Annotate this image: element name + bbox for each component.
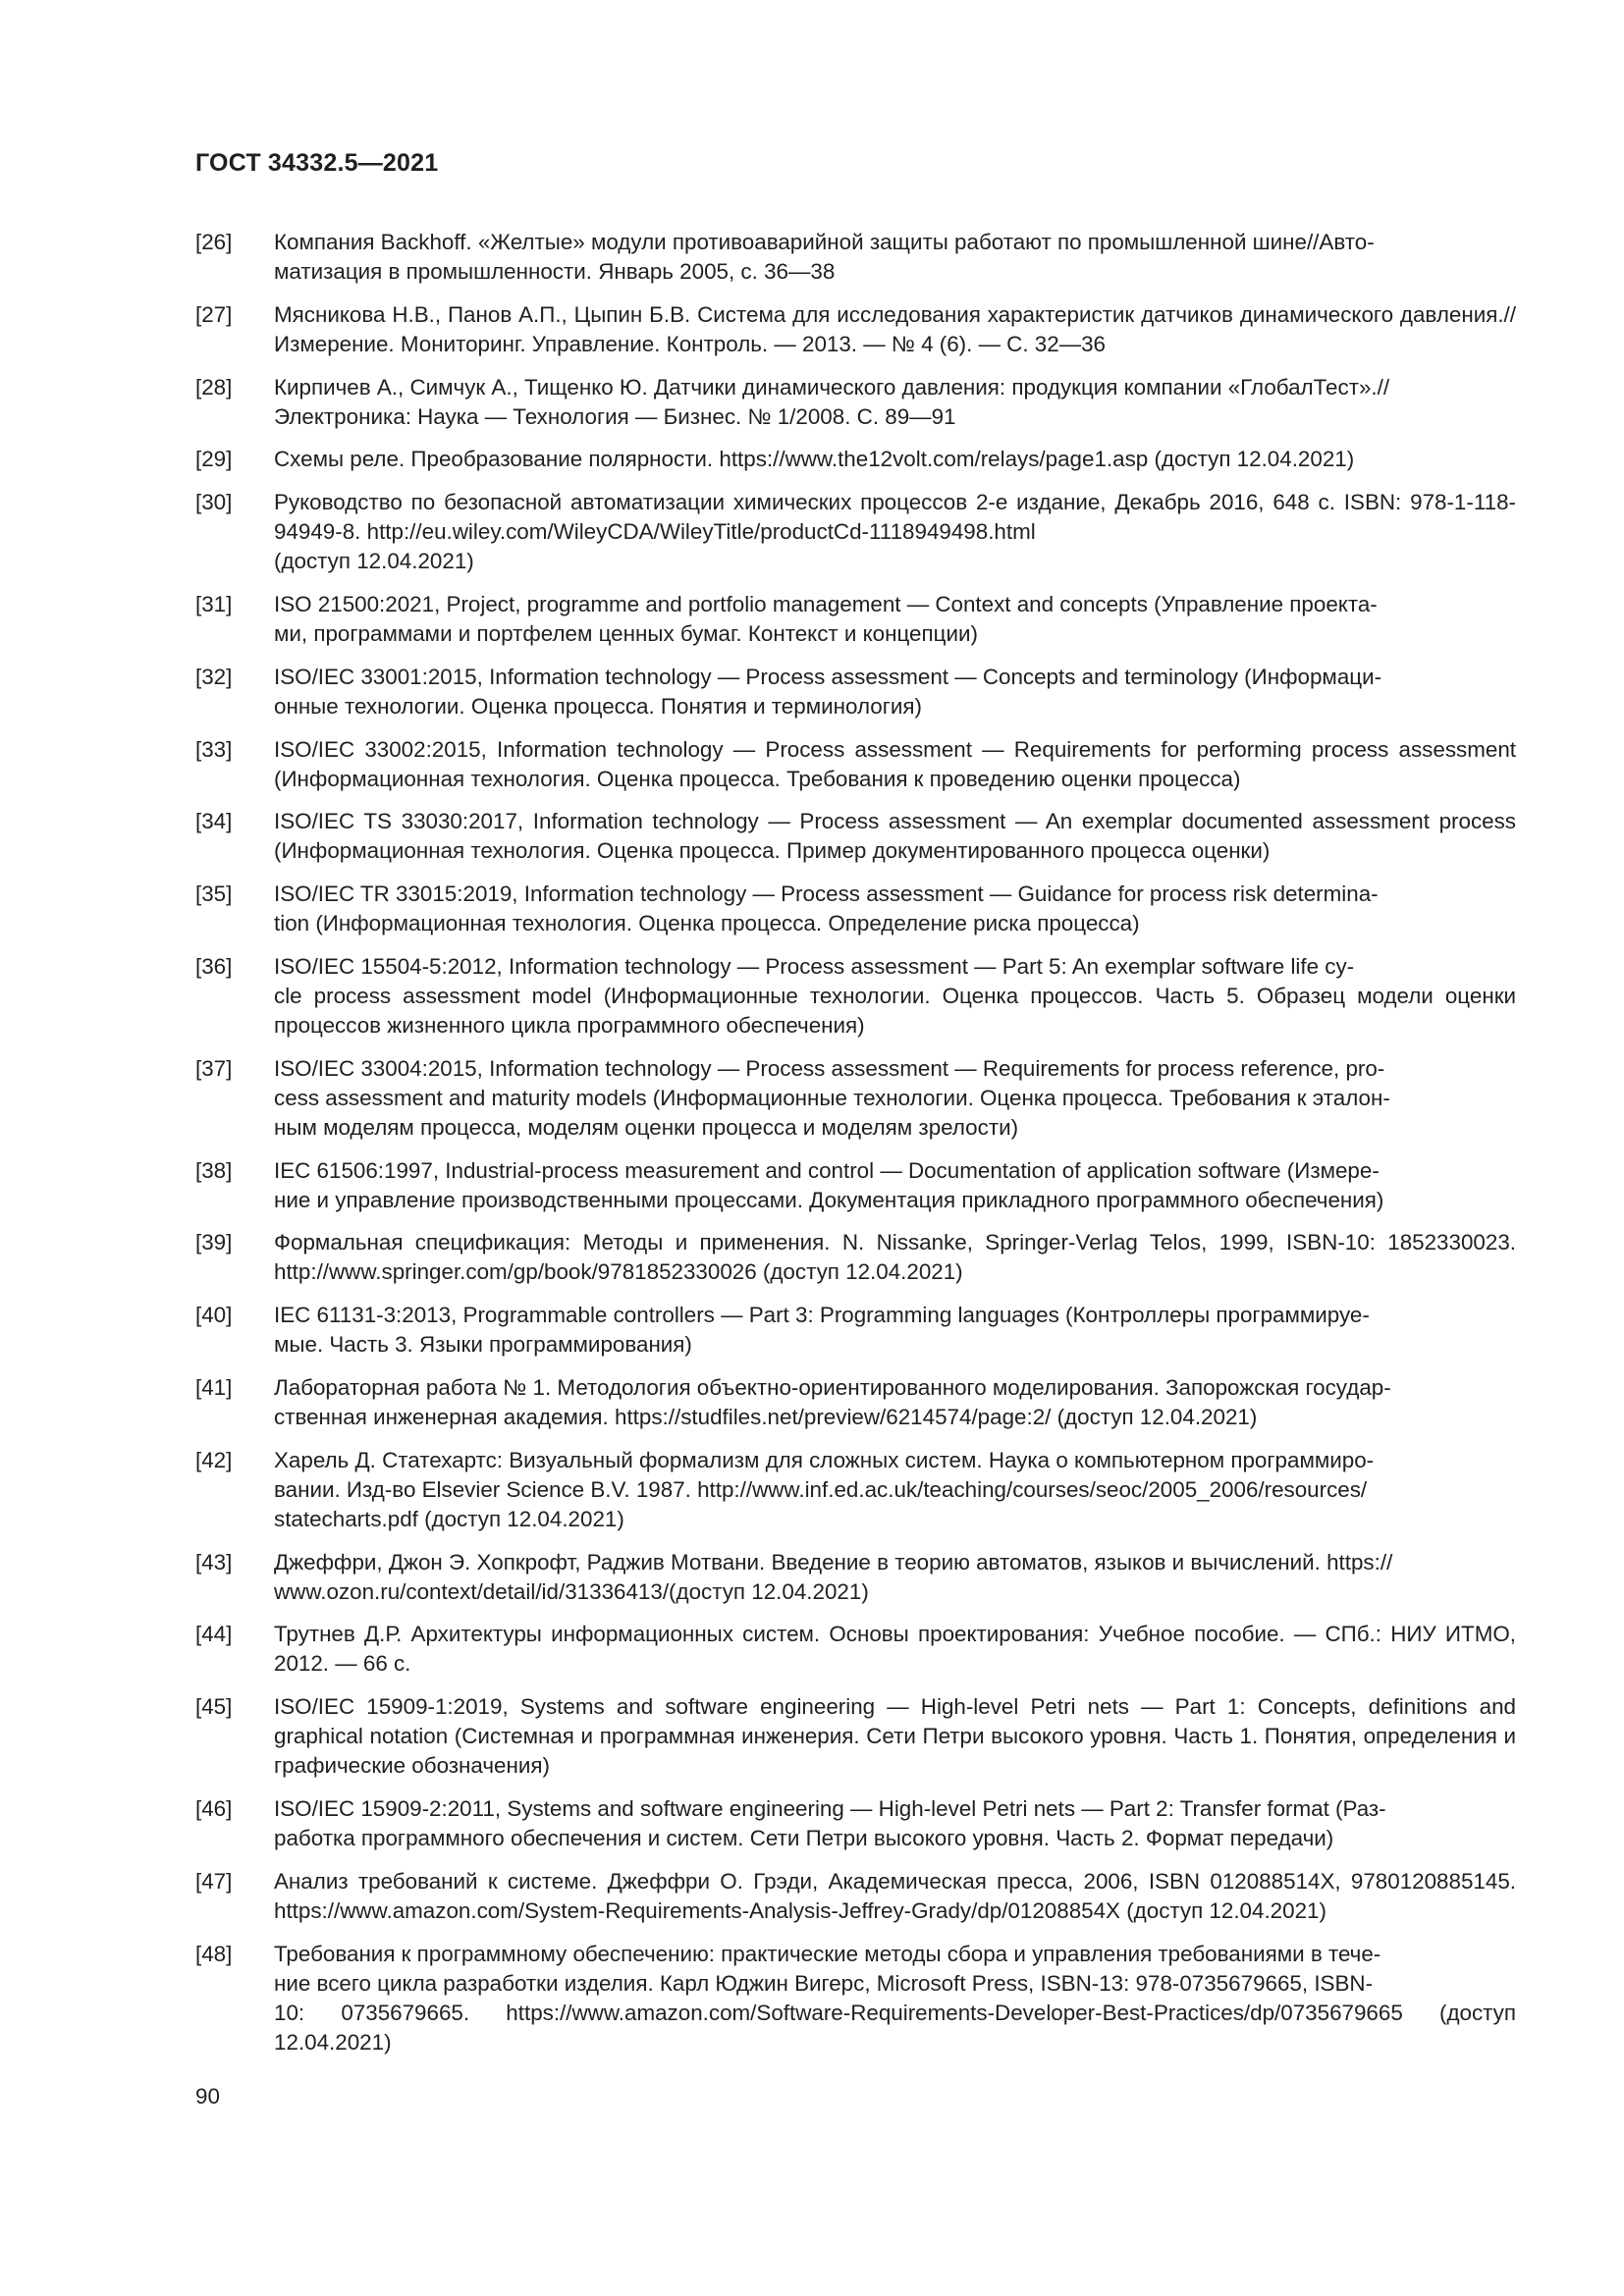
reference-item <box>195 1940 1516 2057</box>
reference-item <box>195 1867 1516 1926</box>
reference-number: [48] <box>195 1941 233 1966</box>
reference-number: [30] <box>195 490 233 515</box>
page-header: ГОСТ 34332.5—2021 <box>195 149 439 177</box>
reference-item <box>195 880 1516 938</box>
reference-number: [28] <box>195 374 233 400</box>
reference-text: IEC 61131-3:2013, Programmable controllers — Part 3: Programming languages (Контроллеры программируе- мые. Часть 3. Языки программирования) <box>274 1303 1370 1358</box>
reference-item <box>195 1620 1516 1679</box>
reference-item <box>195 1228 1516 1287</box>
reference-item <box>195 1548 1516 1607</box>
reference-number: [34] <box>195 809 233 834</box>
reference-text: Компания Backhoff. «Желтые» модули противоаварийной защиты работают по промышленной шине//Авто- матизация в промышленности. Январь 2005, с. 36—38 <box>274 230 1375 284</box>
reference-number: [37] <box>195 1055 233 1081</box>
reference-number: [38] <box>195 1157 233 1183</box>
reference-item <box>195 590 1516 649</box>
reference-number: [45] <box>195 1694 233 1720</box>
reference-text: ISO/IEC TR 33015:2019, Information technology — Process assessment — Guidance for process risk determina- tion (Информационная технология. Оценка процесса. Определение риска процесса) <box>274 881 1379 936</box>
reference-item <box>195 1794 1516 1853</box>
reference-number: [44] <box>195 1622 233 1647</box>
reference-item <box>195 445 1516 474</box>
reference-text: Анализ требований к системе. Джеффри О. Грэди, Академическая пресса, 2006, ISBN 012088514X, 9780120885145. https://www.amazon.com/System-Requirements-Analysis-Jeffrey-Grady/dp/01208854X (доступ 12.04.2021) <box>274 1868 1516 1923</box>
reference-text: Схемы реле. Преобразование полярности. https://www.the12volt.com/relays/page1.asp (доступ 12.04.2021) <box>274 447 1355 472</box>
reference-number: [39] <box>195 1230 233 1255</box>
reference-list <box>195 228 1516 2070</box>
reference-item <box>195 228 1516 287</box>
reference-number: [26] <box>195 230 233 254</box>
reference-number: [41] <box>195 1374 233 1400</box>
reference-item <box>195 1301 1516 1360</box>
reference-item <box>195 1156 1516 1215</box>
reference-text: Мясникова Н.В., Панов А.П., Цыпин Б.В. Система для исследования характеристик датчиков динамического давления.//Измерение. Мониторинг. Управление. Контроль. — 2013. — № 4 (6). — С. 32—36 <box>274 301 1516 356</box>
reference-item <box>195 488 1516 576</box>
reference-number: [43] <box>195 1549 233 1575</box>
reference-text: Руководство по безопасной автоматизации химических процессов 2-е издание, Декабрь 2016, 648 с. ISBN: 978-1-118-94949-8. http://eu.wiley.com/WileyCDA/WileyTitle/productCd-1118949498.html (доступ 12.04.2021) <box>274 490 1516 574</box>
reference-item <box>195 663 1516 721</box>
reference-item <box>195 807 1516 866</box>
reference-text: ISO/IEC 33004:2015, Information technology — Process assessment — Requirements for process reference, pro- cess assessment and maturity models (Информационные технологии. Оценка процесса. Требования к эталон- ным моделям процесса, моделям оценки процесса и моделям зрелости) <box>274 1055 1390 1140</box>
reference-text: ISO 21500:2021, Project, programme and portfolio management — Context and concepts (Управление проекта- ми, программами и портфелем ценных бумаг. Контекст и концепции) <box>274 591 1378 646</box>
reference-text: Джеффри, Джон Э. Хопкрофт, Раджив Мотвани. Введение в теорию автоматов, языков и вычислений. https:// www.ozon.ru/context/detail/id/31336413/(доступ 12.04.2021) <box>274 1549 1393 1604</box>
reference-text: ISO/IEC TS 33030:2017, Information technology — Process assessment — An exemplar documented assessment process (Информационная технология. Оценка процесса. Пример документированного процесса оценки) <box>274 809 1516 864</box>
reference-number: [36] <box>195 953 233 979</box>
reference-item <box>195 1446 1516 1534</box>
reference-text: ISO/IEC 15504-5:2012, Information technology — Process assessment — Part 5: An exemplar software life cy- cle process assessment model (Информационные технологии. Оценка процессов. Часть 5. Образец модели оценки процессов жизненного цикла программного обеспечения) <box>274 953 1516 1038</box>
reference-number: [42] <box>195 1447 233 1472</box>
reference-text: ISO/IEC 33002:2015, Information technology — Process assessment — Requirements for performing process assessment (Информационная технология. Оценка процесса. Требования к проведению оценки процесса) <box>274 736 1516 791</box>
reference-item <box>195 1054 1516 1143</box>
reference-text: ISO/IEC 15909-1:2019, Systems and software engineering — High-level Petri nets — Part 1: Concepts, definitions and graphical notation (Системная и программная инженерия. Сети Петри высокого уровня. Часть 1. Понятия, определения и графические обозначения) <box>274 1694 1516 1779</box>
reference-item <box>195 373 1516 432</box>
reference-text: ISO/IEC 15909-2:2011, Systems and software engineering — High-level Petri nets — Part 2: Transfer format (Раз- работка программного обеспечения и систем. Сети Петри высокого уровня. Часть 2. Формат передачи) <box>274 1795 1386 1850</box>
reference-number: [29] <box>195 447 233 472</box>
reference-text: Формальная спецификация: Методы и применения. N. Nissanke, Springer-Verlag Telos, 1999, ISBN-10: 1852330023. http://www.springer.com/gp/book/9781852330026 (доступ 12.04.2021) <box>274 1230 1516 1285</box>
reference-number: [27] <box>195 301 233 327</box>
reference-text: Кирпичев А., Симчук А., Тищенко Ю. Датчики динамического давления: продукция компании «ГлобалТест».// Электроника: Наука — Технология — Бизнес. № 1/2008. С. 89—91 <box>274 374 1390 429</box>
reference-number: [35] <box>195 881 233 907</box>
reference-text: Требования к программному обеспечению: практические методы сбора и управления требованиями в тече- ние всего цикла разработки изделия. Карл Юджин Вигерс, Microsoft Press, ISBN-13: 978-0735679665, ISBN- 10: 0735679665. https://www.amazon.com/Software-Requirements-Developer-Best-Practices/dp/0735679665 (доступ 12.04.2021) <box>274 1941 1516 2055</box>
page-number: 90 <box>195 2084 220 2109</box>
reference-text: Харель Д. Статехартс: Визуальный формализм для сложных систем. Наука о компьютерном программиро- вании. Изд-во Elsevier Science B.V. 1987. http://www.inf.ed.ac.uk/teaching/courses/seoc/2005_2006/resources/ statecharts.pdf (доступ 12.04.2021) <box>274 1447 1375 1531</box>
reference-item <box>195 952 1516 1041</box>
reference-text: ISO/IEC 33001:2015, Information technology — Process assessment — Concepts and terminology (Информаци- онные технологии. Оценка процесса. Понятия и терминология) <box>274 664 1382 719</box>
reference-text: IEC 61506:1997, Industrial-process measurement and control — Documentation of application software (Измере- ние и управление производственными процессами. Документация прикладного программного обеспечения) <box>274 1157 1384 1212</box>
reference-item <box>195 1373 1516 1432</box>
reference-number: [40] <box>195 1303 233 1328</box>
reference-number: [46] <box>195 1795 233 1821</box>
reference-number: [32] <box>195 664 233 689</box>
reference-item <box>195 300 1516 359</box>
reference-number: [33] <box>195 736 233 762</box>
reference-number: [47] <box>195 1868 233 1894</box>
reference-text: Лабораторная работа № 1. Методология объектно-ориентированного моделирования. Запорожская государ- ственная инженерная академия. https://studfiles.net/preview/6214574/page:2/ (доступ 12.04.2021) <box>274 1374 1391 1429</box>
reference-item <box>195 735 1516 794</box>
reference-number: [31] <box>195 591 233 616</box>
reference-text: Трутнев Д.Р. Архитектуры информационных систем. Основы проектирования: Учебное пособие. — СПб.: НИУ ИТМО, 2012. — 66 с. <box>274 1622 1516 1677</box>
reference-item <box>195 1692 1516 1781</box>
